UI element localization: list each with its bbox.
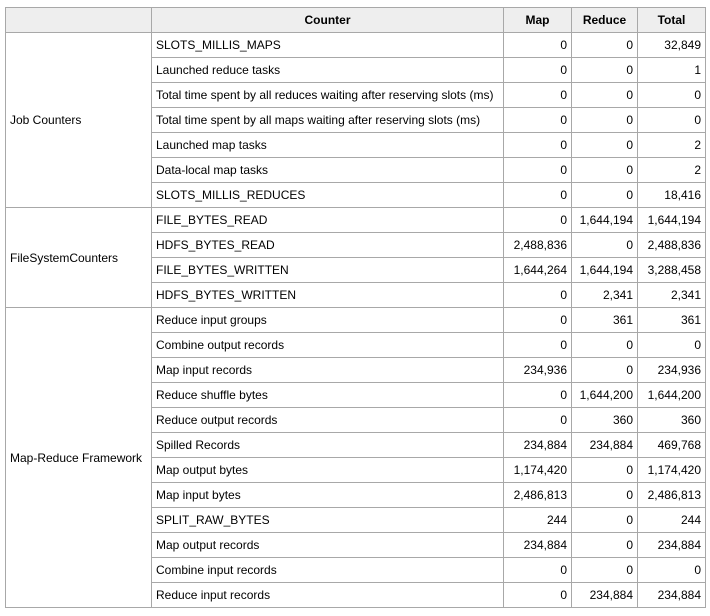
total-value: 469,768 [638,433,706,458]
map-value: 0 [504,558,572,583]
map-value: 0 [504,333,572,358]
reduce-value: 234,884 [572,433,638,458]
total-value: 0 [638,108,706,133]
counter-name: HDFS_BYTES_READ [152,233,504,258]
reduce-value: 360 [572,408,638,433]
counter-name: FILE_BYTES_READ [152,208,504,233]
counters-table [5,7,706,608]
map-value: 234,884 [504,533,572,558]
counter-name: Reduce input records [152,583,504,608]
reduce-value: 1,644,194 [572,208,638,233]
reduce-value: 0 [572,358,638,383]
counter-name: Combine input records [152,558,504,583]
reduce-value: 2,341 [572,283,638,308]
total-value: 18,416 [638,183,706,208]
reduce-value: 234,884 [572,583,638,608]
header-map: Map [504,8,572,33]
reduce-value: 361 [572,308,638,333]
header-group [6,8,152,33]
map-value: 0 [504,33,572,58]
counter-name: Data-local map tasks [152,158,504,183]
total-value: 360 [638,408,706,433]
counter-name: Reduce shuffle bytes [152,383,504,408]
total-value: 1,644,194 [638,208,706,233]
map-value: 0 [504,383,572,408]
counter-group-name: Map-Reduce Framework [6,308,152,608]
reduce-value: 0 [572,508,638,533]
counter-name: Launched reduce tasks [152,58,504,83]
map-value: 0 [504,408,572,433]
counter-name: SLOTS_MILLIS_MAPS [152,33,504,58]
table-row [6,308,706,333]
total-value: 2,341 [638,283,706,308]
total-value: 234,884 [638,583,706,608]
map-value: 0 [504,308,572,333]
counters-body [6,33,706,608]
map-value: 1,174,420 [504,458,572,483]
counter-name: Combine output records [152,333,504,358]
header-reduce: Reduce [572,8,638,33]
counter-group-name: FileSystemCounters [6,208,152,308]
map-value: 0 [504,583,572,608]
counter-name: SPLIT_RAW_BYTES [152,508,504,533]
counter-name: Map input records [152,358,504,383]
counter-name: Total time spent by all reduces waiting after reserving slots (ms) [152,83,504,108]
counter-name: Reduce input groups [152,308,504,333]
total-value: 2,486,813 [638,483,706,508]
reduce-value: 0 [572,108,638,133]
map-value: 1,644,264 [504,258,572,283]
map-value: 0 [504,133,572,158]
map-value: 2,486,813 [504,483,572,508]
total-value: 3,288,458 [638,258,706,283]
total-value: 361 [638,308,706,333]
total-value: 2 [638,158,706,183]
header-counter: Counter [152,8,504,33]
reduce-value: 0 [572,558,638,583]
reduce-value: 0 [572,33,638,58]
total-value: 244 [638,508,706,533]
map-value: 0 [504,108,572,133]
total-value: 1,174,420 [638,458,706,483]
counter-group-name: Job Counters [6,33,152,208]
counter-name: Reduce output records [152,408,504,433]
reduce-value: 0 [572,58,638,83]
reduce-value: 0 [572,483,638,508]
reduce-value: 0 [572,333,638,358]
map-value: 244 [504,508,572,533]
counter-name: Map output records [152,533,504,558]
total-value: 1,644,200 [638,383,706,408]
total-value: 0 [638,83,706,108]
map-value: 0 [504,183,572,208]
reduce-value: 0 [572,533,638,558]
map-value: 0 [504,158,572,183]
reduce-value: 0 [572,183,638,208]
total-value: 2 [638,133,706,158]
header-row [6,8,706,33]
counter-name: Total time spent by all maps waiting after reserving slots (ms) [152,108,504,133]
reduce-value: 0 [572,233,638,258]
map-value: 0 [504,58,572,83]
map-value: 0 [504,208,572,233]
reduce-value: 0 [572,83,638,108]
reduce-value: 0 [572,158,638,183]
total-value: 234,936 [638,358,706,383]
reduce-value: 1,644,200 [572,383,638,408]
table-row [6,33,706,58]
table-row [6,208,706,233]
reduce-value: 1,644,194 [572,258,638,283]
counter-name: Spilled Records [152,433,504,458]
map-value: 234,884 [504,433,572,458]
map-value: 0 [504,83,572,108]
total-value: 0 [638,333,706,358]
counter-name: SLOTS_MILLIS_REDUCES [152,183,504,208]
counter-name: HDFS_BYTES_WRITTEN [152,283,504,308]
counter-name: Launched map tasks [152,133,504,158]
total-value: 1 [638,58,706,83]
reduce-value: 0 [572,458,638,483]
counter-name: FILE_BYTES_WRITTEN [152,258,504,283]
map-value: 0 [504,283,572,308]
map-value: 2,488,836 [504,233,572,258]
reduce-value: 0 [572,133,638,158]
counter-name: Map output bytes [152,458,504,483]
total-value: 0 [638,558,706,583]
header-total: Total [638,8,706,33]
total-value: 2,488,836 [638,233,706,258]
map-value: 234,936 [504,358,572,383]
total-value: 32,849 [638,33,706,58]
total-value: 234,884 [638,533,706,558]
counter-name: Map input bytes [152,483,504,508]
